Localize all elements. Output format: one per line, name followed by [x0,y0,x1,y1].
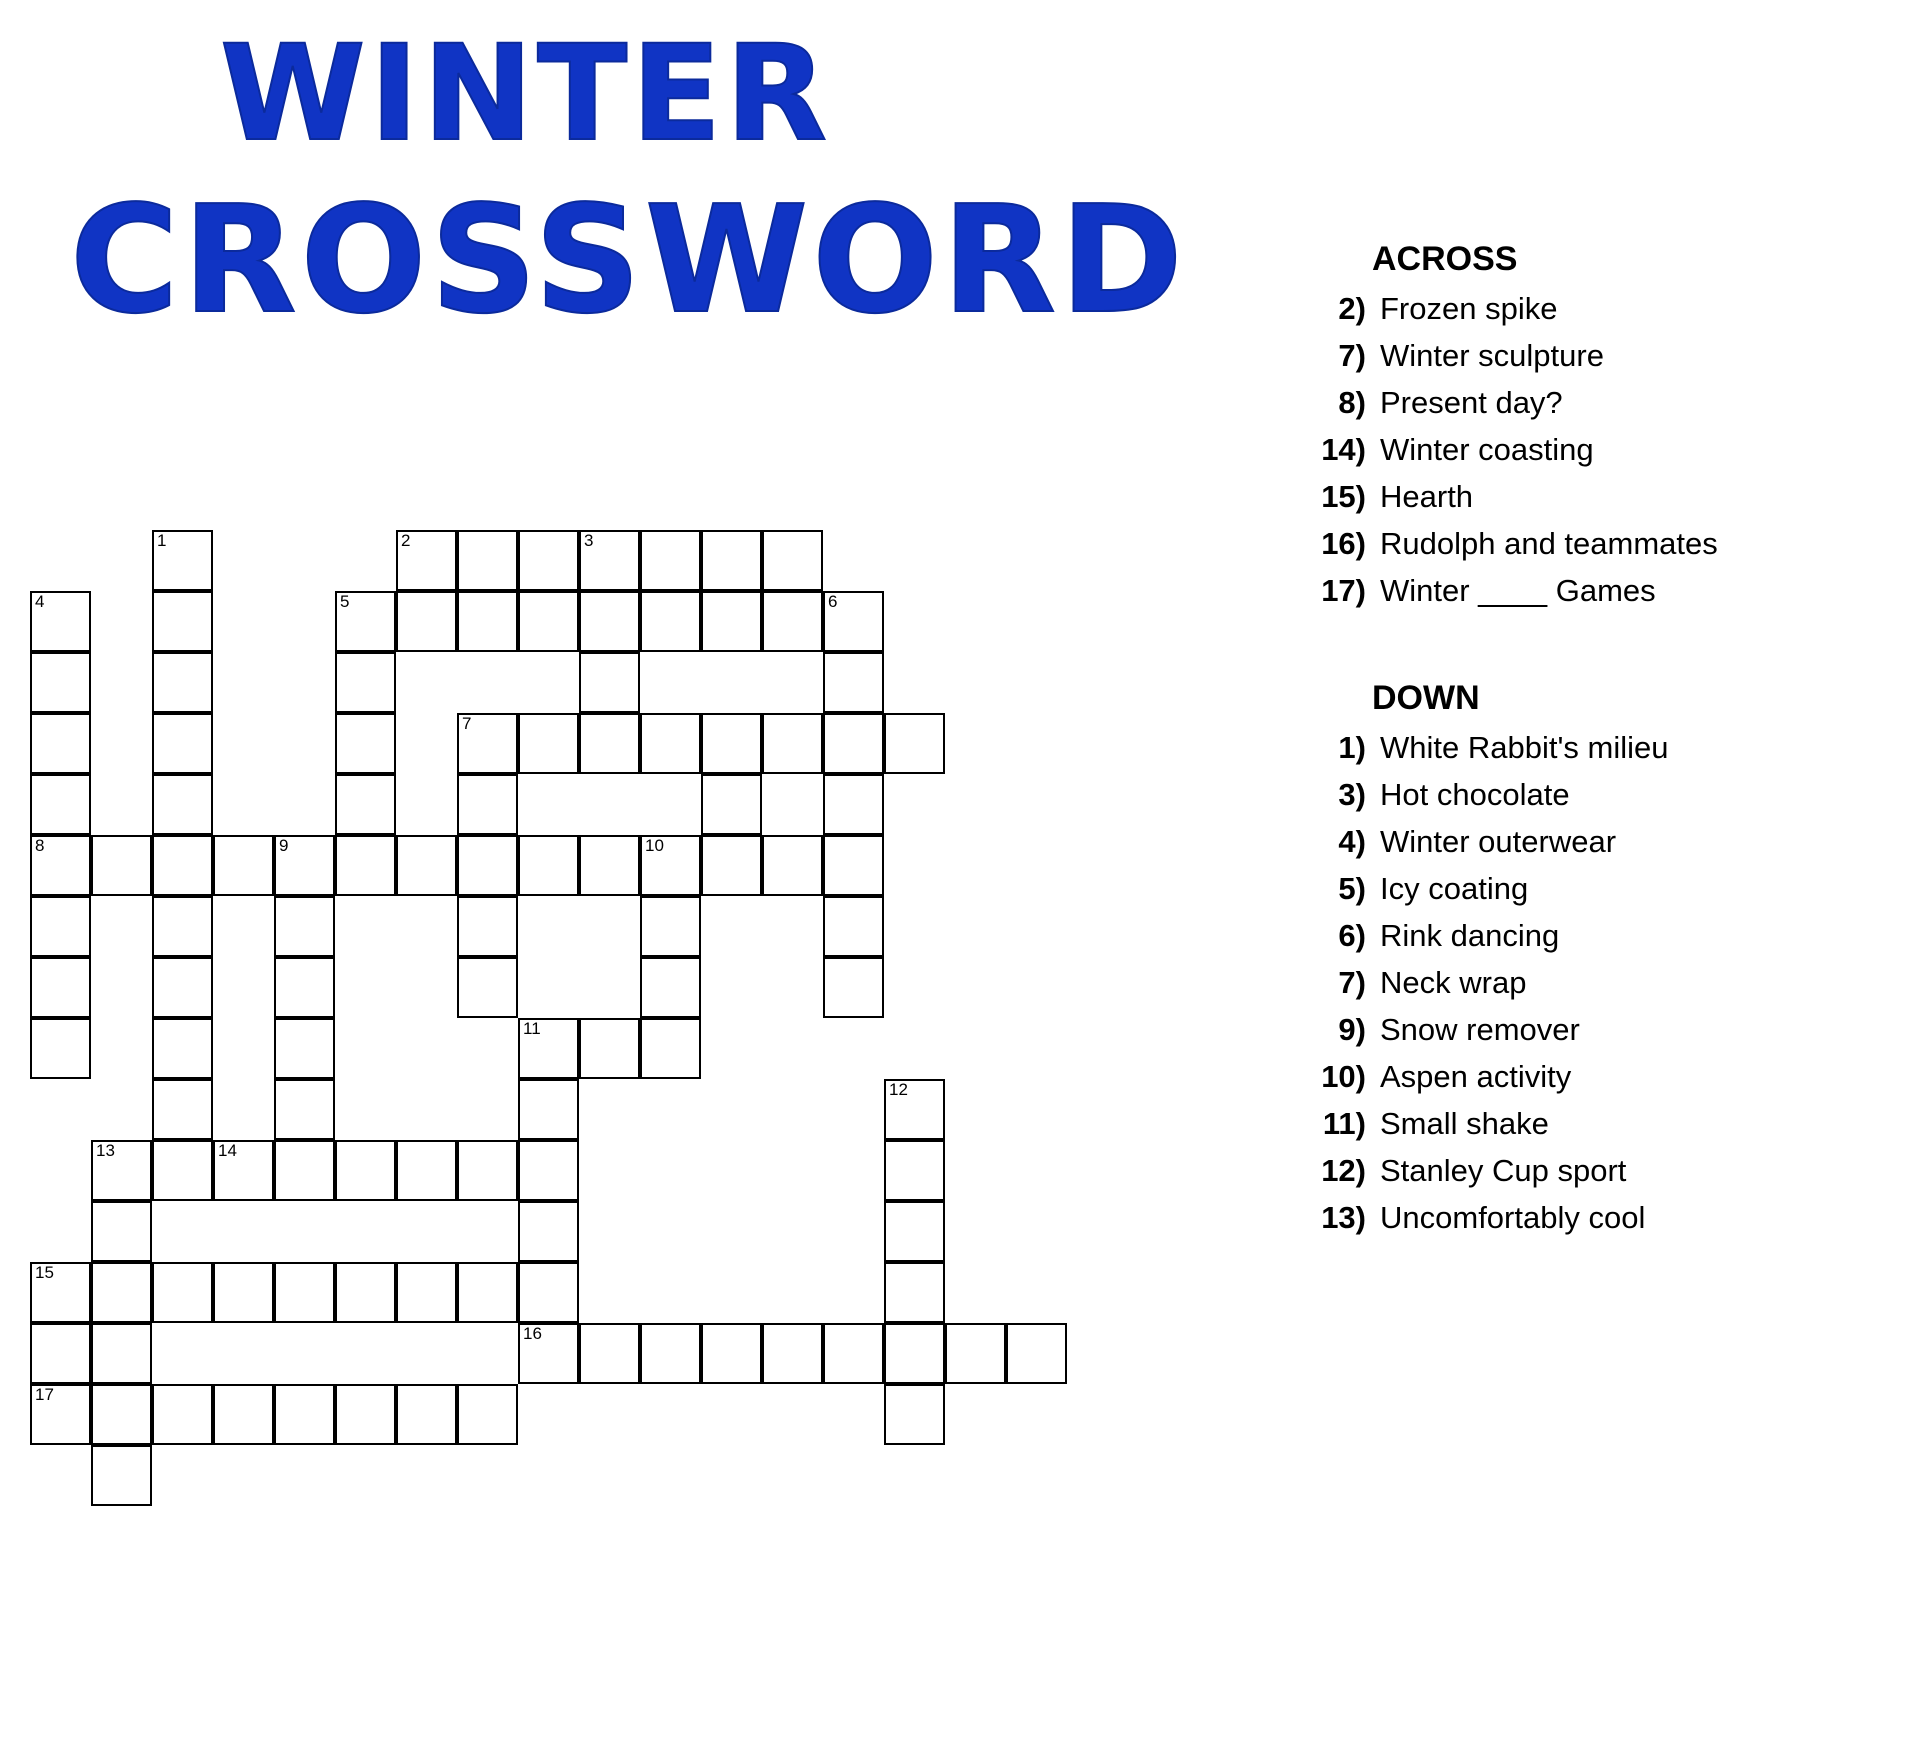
grid-cell[interactable] [762,1323,823,1384]
clue-text: Neck wrap [1380,965,1527,1000]
clue-across-14[interactable] [1300,432,1900,468]
clue-down-3[interactable] [1300,777,1900,813]
grid-cell[interactable] [701,713,762,774]
grid-cell[interactable] [762,591,823,652]
grid-cell[interactable] [640,1018,701,1079]
grid-cell-number: 4 [35,592,45,611]
clue-number: 13) [1321,1200,1366,1235]
clue-text: Icy coating [1380,871,1529,906]
grid-cell[interactable] [579,1323,640,1384]
title-line-winter: WINTER [220,17,832,171]
across-clue-list [1300,291,1900,609]
grid-cell[interactable] [884,1140,945,1201]
clue-number: 9) [1338,1012,1366,1047]
clue-number: 10) [1321,1059,1366,1094]
grid-cell[interactable] [701,835,762,896]
grid-cell[interactable] [335,713,396,774]
grid-cell[interactable] [518,1201,579,1262]
clue-text: Rudolph and teammates [1380,526,1718,561]
clue-number: 8) [1338,385,1366,420]
grid-cell-number: 3 [584,531,594,550]
grid-cell-number: 16 [523,1324,542,1343]
grid-cell[interactable] [457,957,518,1018]
grid-cell[interactable] [457,1384,518,1445]
grid-cell[interactable] [335,1262,396,1323]
clues-panel [1300,240,1900,1247]
grid-cell[interactable] [152,652,213,713]
grid-cell-number: 2 [401,531,411,550]
clue-text: Small shake [1380,1106,1549,1141]
clue-across-8[interactable] [1300,385,1900,421]
grid-cell[interactable] [274,1079,335,1140]
clue-down-12[interactable] [1300,1153,1900,1189]
grid-cell[interactable] [91,1262,152,1323]
clue-text: Winter coasting [1380,432,1594,467]
clue-number: 5) [1338,871,1366,906]
clue-down-11[interactable] [1300,1106,1900,1142]
grid-cell[interactable] [30,713,91,774]
clue-number: 4) [1338,824,1366,859]
grid-cell[interactable] [213,1262,274,1323]
clue-number: 17) [1321,573,1366,608]
down-clue-list [1300,730,1900,1236]
grid-cell[interactable] [152,591,213,652]
grid-cell[interactable] [518,1140,579,1201]
grid-cell[interactable] [213,1384,274,1445]
down-heading: DOWN [1372,679,1480,717]
grid-cell-number: 17 [35,1385,54,1404]
title-line-crossword: CROSSWORD [70,174,1187,346]
grid-cell[interactable] [152,1384,213,1445]
grid-cell[interactable] [396,591,457,652]
grid-cell[interactable] [579,530,640,591]
clue-across-7[interactable] [1300,338,1900,374]
grid-cell[interactable] [640,835,701,896]
grid-cell[interactable] [640,591,701,652]
grid-cell[interactable] [518,591,579,652]
grid-cell[interactable] [30,1262,91,1323]
grid-cell[interactable] [457,835,518,896]
clue-text: Hot chocolate [1380,777,1570,812]
grid-cell[interactable] [640,1323,701,1384]
grid-cell-number: 1 [157,531,167,550]
grid-cell[interactable] [335,835,396,896]
clue-text: Uncomfortably cool [1380,1200,1646,1235]
clue-text: Winter outerwear [1380,824,1617,859]
grid-cell[interactable] [91,1140,152,1201]
grid-cell[interactable] [823,652,884,713]
grid-cell[interactable] [640,713,701,774]
grid-cell[interactable] [91,1384,152,1445]
grid-cell[interactable] [884,1384,945,1445]
grid-cell[interactable] [335,1140,396,1201]
grid-cell[interactable] [152,530,213,591]
grid-cell[interactable] [762,835,823,896]
clue-number: 14) [1321,432,1366,467]
clue-text: White Rabbit's milieu [1380,730,1669,765]
grid-cell[interactable] [152,835,213,896]
clue-number: 3) [1338,777,1366,812]
grid-cell[interactable] [823,835,884,896]
title-block [40,17,1187,378]
clue-text: Winter sculpture [1380,338,1604,373]
clue-text: Aspen activity [1380,1059,1572,1094]
clue-number: 15) [1321,479,1366,514]
grid-cell[interactable] [518,1323,579,1384]
grid-cell[interactable] [152,896,213,957]
grid-cell[interactable] [335,591,396,652]
grid-cell-number: 15 [35,1263,54,1282]
grid-cell[interactable] [579,591,640,652]
grid-cell-number: 13 [96,1141,115,1160]
grid-cell[interactable] [579,835,640,896]
grid-cell[interactable] [213,835,274,896]
clue-text: Stanley Cup sport [1380,1153,1627,1188]
grid-cell[interactable] [823,896,884,957]
grid-cell[interactable] [518,530,579,591]
grid-cell[interactable] [823,591,884,652]
grid-cell[interactable] [30,957,91,1018]
grid-cell[interactable] [152,713,213,774]
grid-cell[interactable] [579,652,640,713]
grid-cell[interactable] [30,835,91,896]
grid-cell[interactable] [274,896,335,957]
grid-cell-number: 14 [218,1141,237,1160]
grid-cell[interactable] [579,1018,640,1079]
grid-cell[interactable] [701,774,762,835]
grid-cell[interactable] [152,1140,213,1201]
clue-down-6[interactable] [1300,918,1900,954]
clue-number: 1) [1338,730,1366,765]
grid-cell[interactable] [152,1018,213,1079]
grid-cell-number: 12 [889,1080,908,1099]
grid-cell[interactable] [91,1201,152,1262]
clue-text: Winter ____ Games [1380,573,1656,608]
grid-cell[interactable] [884,1323,945,1384]
grid-cell[interactable] [274,1140,335,1201]
grid-cell[interactable] [396,1140,457,1201]
grid-cell[interactable] [640,896,701,957]
grid-cell[interactable] [91,835,152,896]
grid-cell[interactable] [457,896,518,957]
grid-cell[interactable] [30,652,91,713]
crossword-grid[interactable] [20,520,1270,1720]
clue-down-4[interactable] [1300,824,1900,860]
grid-cell[interactable] [884,1079,945,1140]
grid-cell[interactable] [91,1323,152,1384]
grid-cell[interactable] [274,957,335,1018]
grid-cell[interactable] [457,774,518,835]
grid-cell[interactable] [152,957,213,1018]
grid-cell[interactable] [91,1445,152,1506]
grid-cell[interactable] [640,530,701,591]
grid-cell[interactable] [335,1384,396,1445]
grid-cell-number: 10 [645,836,664,855]
grid-cell[interactable] [457,530,518,591]
grid-cell[interactable] [152,774,213,835]
grid-cell[interactable] [823,957,884,1018]
grid-cell-number: 5 [340,592,350,611]
grid-cell[interactable] [396,835,457,896]
grid-cell[interactable] [30,591,91,652]
grid-cell[interactable] [701,1323,762,1384]
clue-number: 7) [1338,965,1366,1000]
clue-number: 11) [1322,1106,1366,1141]
clue-number: 2) [1338,291,1366,326]
clue-number: 7) [1338,338,1366,373]
grid-cell[interactable] [640,957,701,1018]
clue-text: Frozen spike [1380,291,1558,326]
clue-text: Snow remover [1380,1012,1580,1047]
clue-number: 16) [1321,526,1366,561]
grid-cell[interactable] [152,1079,213,1140]
grid-cell[interactable] [30,1384,91,1445]
clue-number: 12) [1321,1153,1366,1188]
clue-text: Hearth [1380,479,1474,514]
grid-cell[interactable] [457,591,518,652]
grid-cell[interactable] [823,774,884,835]
grid-cell[interactable] [823,1323,884,1384]
grid-cell[interactable] [396,1262,457,1323]
grid-cell[interactable] [274,1018,335,1079]
grid-cell[interactable] [30,774,91,835]
clue-down-5[interactable] [1300,871,1900,907]
grid-cell[interactable] [518,1018,579,1079]
grid-cell[interactable] [518,1262,579,1323]
grid-cell[interactable] [823,713,884,774]
clue-down-10[interactable] [1300,1059,1900,1095]
grid-cell[interactable] [213,1140,274,1201]
grid-cell-number: 9 [279,836,289,855]
grid-cell[interactable] [335,774,396,835]
grid-cell[interactable] [457,713,518,774]
grid-cell-number: 7 [462,714,472,733]
grid-cell[interactable] [335,652,396,713]
grid-cell[interactable] [884,1262,945,1323]
grid-cell[interactable] [457,1140,518,1201]
grid-cell-number: 8 [35,836,45,855]
grid-cell-number: 11 [523,1019,541,1038]
grid-cell[interactable] [518,1079,579,1140]
grid-cell[interactable] [762,530,823,591]
grid-cell[interactable] [1006,1323,1067,1384]
grid-cell-number: 6 [828,592,838,611]
grid-cell[interactable] [152,1262,213,1323]
grid-cell[interactable] [701,530,762,591]
clue-across-16[interactable] [1300,526,1900,562]
grid-cell[interactable] [884,1201,945,1262]
grid-cell[interactable] [396,1384,457,1445]
clue-down-9[interactable] [1300,1012,1900,1048]
grid-cell[interactable] [762,713,823,774]
grid-cell[interactable] [457,1262,518,1323]
grid-cell[interactable] [30,896,91,957]
clue-down-7[interactable] [1300,965,1900,1001]
grid-cell[interactable] [884,713,945,774]
clue-down-1[interactable] [1300,730,1900,766]
across-heading: ACROSS [1372,240,1518,278]
grid-cell[interactable] [274,835,335,896]
grid-cell[interactable] [945,1323,1006,1384]
clue-across-15[interactable] [1300,479,1900,515]
clue-across-2[interactable] [1300,291,1900,327]
clue-text: Present day? [1380,385,1563,420]
grid-cell[interactable] [396,530,457,591]
grid-cell[interactable] [30,1323,91,1384]
grid-cell[interactable] [701,591,762,652]
grid-cell[interactable] [518,713,579,774]
grid-cell[interactable] [274,1384,335,1445]
clue-down-13[interactable] [1300,1200,1900,1236]
clue-number: 6) [1338,918,1366,953]
grid-cell[interactable] [30,1018,91,1079]
clue-across-17[interactable] [1300,573,1900,609]
grid-cell[interactable] [518,835,579,896]
clue-text: Rink dancing [1380,918,1560,953]
grid-cell[interactable] [274,1262,335,1323]
grid-cell[interactable] [579,713,640,774]
